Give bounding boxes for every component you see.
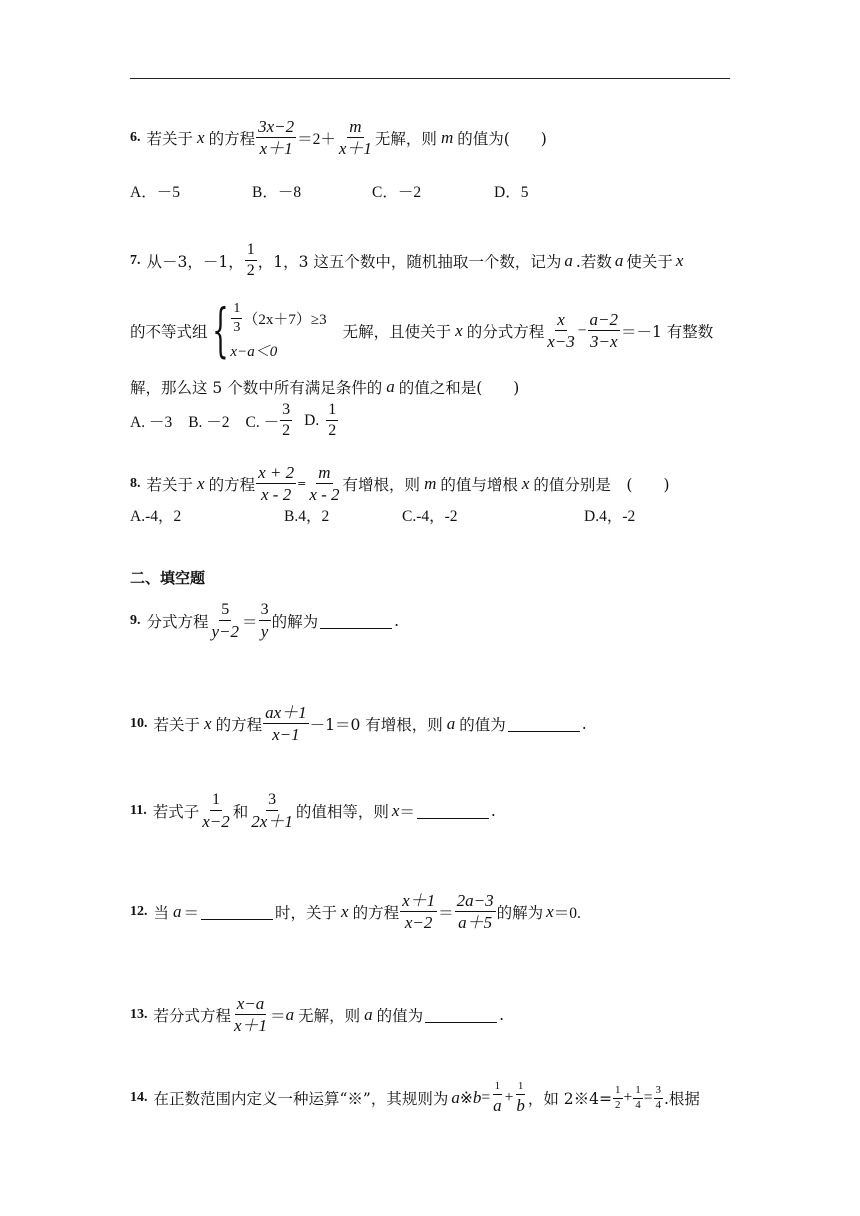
variable: x <box>197 473 205 493</box>
text: 的值相等，则 <box>295 803 389 822</box>
fraction <box>545 309 577 353</box>
question-number: 12. <box>130 903 148 919</box>
denominator: 2 <box>328 422 337 439</box>
text: 的解为 <box>271 613 319 632</box>
variable: x <box>521 473 530 493</box>
system-line-1 <box>230 300 326 336</box>
question-7-line-3 <box>130 376 519 398</box>
numerator: 1 <box>493 1080 503 1095</box>
text: 在正数范围内定义一种运算“※”，其规则为 <box>153 1090 449 1108</box>
text: 若关于 <box>153 715 201 734</box>
fraction <box>307 462 341 506</box>
text: 的方程 <box>208 129 256 148</box>
text: 使关于 <box>626 252 673 271</box>
variable: x <box>197 127 205 147</box>
text: = <box>643 1089 653 1106</box>
answer-blank[interactable] <box>425 1007 497 1024</box>
text: 的不等式组 <box>130 322 208 341</box>
text: ＝0. <box>553 904 581 922</box>
question-number: 8. <box>130 475 141 491</box>
text: . <box>394 612 400 631</box>
text: . <box>581 714 587 733</box>
variable: a <box>451 1088 460 1107</box>
options-7 <box>130 400 339 441</box>
text: 有增根，则 <box>342 475 421 494</box>
option-b[interactable]: B. －2 <box>188 413 230 431</box>
text: －1＝0 有增根，则 <box>309 715 443 734</box>
variable: a <box>173 901 182 921</box>
numerator: 1 <box>633 1084 643 1099</box>
denominator: x−3 <box>547 332 575 351</box>
text: − <box>577 321 587 339</box>
option-b[interactable]: B.4，2 <box>284 508 330 525</box>
numerator: 1 <box>245 240 257 261</box>
text: = <box>297 477 307 491</box>
numerator: 2a−3 <box>455 890 496 912</box>
answer-blank[interactable] <box>417 803 489 820</box>
variable: a <box>364 1004 373 1024</box>
numerator: x−a <box>235 993 267 1015</box>
text: 当 <box>153 903 170 922</box>
denominator: x−2 <box>202 812 230 831</box>
fraction <box>491 1080 504 1116</box>
fraction <box>514 1080 527 1116</box>
numerator: 3 <box>654 1084 664 1099</box>
question-9 <box>130 600 399 642</box>
variable: m <box>440 127 454 147</box>
denominator: b <box>516 1095 525 1115</box>
question-10 <box>130 702 587 746</box>
question-11 <box>130 790 496 832</box>
fraction <box>633 1084 643 1113</box>
denominator: 3−x <box>589 332 618 351</box>
text: 的解为 <box>496 903 544 922</box>
variable: x <box>341 901 349 921</box>
denominator: 2x＋1 <box>251 812 293 831</box>
variable: m <box>424 473 437 493</box>
numerator: 1 <box>210 790 222 811</box>
text: 的值为 <box>459 715 506 734</box>
text: 的方程 <box>352 903 400 922</box>
fraction <box>256 462 296 506</box>
text: ＝ <box>183 904 200 922</box>
question-7 <box>130 240 686 281</box>
option-d[interactable]: D. <box>304 411 320 429</box>
text: ，如 2※4= <box>527 1090 612 1108</box>
fraction <box>326 400 338 441</box>
numerator: 1 <box>613 1084 623 1099</box>
denominator: a <box>493 1095 502 1115</box>
option-d[interactable]: D.4，-2 <box>584 508 636 525</box>
text: ＝2＋ <box>297 130 336 148</box>
variable: x <box>546 901 554 921</box>
numerator: ax＋1 <box>263 702 309 724</box>
text: 的方程 <box>215 715 263 734</box>
text: .根据 <box>664 1090 700 1108</box>
variable: a <box>285 1004 295 1024</box>
text: 的方程 <box>208 475 256 494</box>
option-a[interactable]: A.-4，2 <box>130 508 182 525</box>
text: 的值之和是( ) <box>398 379 520 397</box>
option-b[interactable]: B．－8 <box>252 184 302 201</box>
text: 和 <box>232 803 249 822</box>
answer-blank[interactable] <box>508 716 580 733</box>
fraction <box>654 1084 664 1113</box>
option-c[interactable]: C. － <box>245 413 280 431</box>
numerator: 3 <box>259 600 271 621</box>
question-7-line-2 <box>130 296 714 365</box>
text: 若关于 <box>146 475 194 494</box>
variable: a <box>386 377 395 396</box>
denominator: x−1 <box>272 725 300 745</box>
fraction <box>400 890 437 934</box>
fraction <box>249 790 295 832</box>
text: 无解，且使关于 <box>342 322 452 341</box>
variable: a <box>564 250 573 270</box>
question-8 <box>130 462 670 506</box>
question-6 <box>130 116 547 160</box>
fraction <box>200 790 232 832</box>
numerator: 5 <box>219 600 231 621</box>
text: 从－3，－1， <box>146 252 244 271</box>
numerator: m <box>347 116 363 138</box>
numerator: x <box>555 309 567 331</box>
variable: a <box>446 713 456 733</box>
numerator: 3 <box>266 790 278 811</box>
denominator: x - 2 <box>260 485 292 505</box>
denominator: 2 <box>246 262 255 279</box>
denominator: 4 <box>635 1098 641 1111</box>
question-13 <box>130 993 504 1037</box>
numerator: 3x−2 <box>256 116 296 138</box>
option-c[interactable]: C.-4，-2 <box>402 508 458 525</box>
question-number: 11. <box>130 803 147 819</box>
text: 若分式方程 <box>153 1006 232 1025</box>
inequality-system <box>210 296 327 365</box>
text: 无解，则 <box>374 129 437 148</box>
denominator: x＋1 <box>259 139 293 159</box>
text: 解，那么这 5 个数中所有满足条件的 <box>130 379 383 397</box>
denominator: 2 <box>282 422 291 439</box>
fraction <box>231 300 242 336</box>
option-a[interactable]: A．－5 <box>130 184 180 201</box>
text: 若关于 <box>146 129 194 148</box>
denominator: 4 <box>655 1098 661 1111</box>
text: .若数 <box>575 252 612 271</box>
fraction <box>455 890 496 934</box>
text: ，1，3 这五个数中，随机抽取一个数，记为 <box>257 252 562 271</box>
denominator: y <box>260 622 269 641</box>
text: = <box>481 1089 491 1106</box>
option-a[interactable]: A. －3 <box>130 413 173 431</box>
numerator: x + 2 <box>256 462 296 484</box>
question-number: 10. <box>130 715 148 731</box>
numerator: a−2 <box>588 309 620 331</box>
text: + <box>504 1089 514 1106</box>
fraction <box>245 240 257 281</box>
variable: b <box>472 1088 482 1107</box>
denominator: 3 <box>233 319 241 335</box>
denominator: y−2 <box>211 622 240 641</box>
question-number: 9. <box>130 613 141 629</box>
denominator: x - 2 <box>309 485 340 505</box>
fraction <box>588 309 620 353</box>
numerator: m <box>316 462 332 484</box>
denominator: x＋1 <box>338 139 372 159</box>
text: ＝ <box>242 614 258 632</box>
variable: x <box>675 250 684 270</box>
brace-icon: { <box>211 296 229 365</box>
text: ＝ <box>438 904 454 922</box>
text: 的分式方程 <box>466 322 545 341</box>
system-lines <box>230 300 326 361</box>
text: ＝－1 有整数 <box>621 322 714 341</box>
text: ※ <box>459 1089 473 1107</box>
system-line-2: x−a＜0 <box>230 344 278 360</box>
question-14 <box>130 1080 700 1116</box>
denominator: x＋1 <box>234 1016 268 1036</box>
answer-blank[interactable] <box>320 613 392 630</box>
question-number: 14. <box>130 1090 148 1105</box>
denominator: 2 <box>615 1098 621 1111</box>
text: （2x＋7）≥3 <box>243 311 327 328</box>
header-rule <box>130 78 730 79</box>
variable: a <box>614 250 624 270</box>
text: 的值为 <box>376 1006 424 1025</box>
text: 时，关于 <box>275 903 338 922</box>
text: 若式子 <box>152 803 200 822</box>
text: ＝ <box>399 804 415 822</box>
text: + <box>623 1089 633 1106</box>
section-heading: 二、填空题 <box>130 569 206 587</box>
denominator: x−2 <box>404 913 433 933</box>
numerator: 1 <box>516 1080 526 1095</box>
text: 的值与增根 <box>440 475 518 494</box>
text: 无解，则 <box>298 1006 361 1025</box>
numerator: 1 <box>326 400 338 421</box>
fraction <box>259 600 271 642</box>
variable: x <box>391 801 400 821</box>
fraction <box>613 1084 623 1113</box>
variable: x <box>204 713 212 733</box>
fraction <box>232 993 269 1037</box>
answer-blank[interactable] <box>201 904 273 921</box>
numerator: x＋1 <box>400 890 437 912</box>
variable: x <box>455 320 463 340</box>
text: 的值分别是 ( ) <box>533 475 670 494</box>
text: . <box>499 1005 505 1024</box>
fraction <box>256 116 296 160</box>
numerator: 3 <box>280 400 292 421</box>
fraction <box>210 600 242 642</box>
question-number: 7. <box>130 252 141 268</box>
text: . <box>490 802 496 821</box>
option-d[interactable]: D．5 <box>494 184 529 201</box>
question-number: 6. <box>130 129 141 145</box>
text: 的值为( ) <box>457 129 547 148</box>
question-number: 13. <box>130 1006 148 1022</box>
numerator: 1 <box>231 300 242 319</box>
question-12 <box>130 890 581 934</box>
text: 分式方程 <box>146 613 209 632</box>
denominator: a＋5 <box>458 913 493 933</box>
option-c[interactable]: C．－2 <box>372 184 422 201</box>
fraction <box>263 702 309 746</box>
fraction <box>280 400 292 441</box>
text: ＝ <box>270 1007 286 1025</box>
fraction <box>337 116 374 160</box>
